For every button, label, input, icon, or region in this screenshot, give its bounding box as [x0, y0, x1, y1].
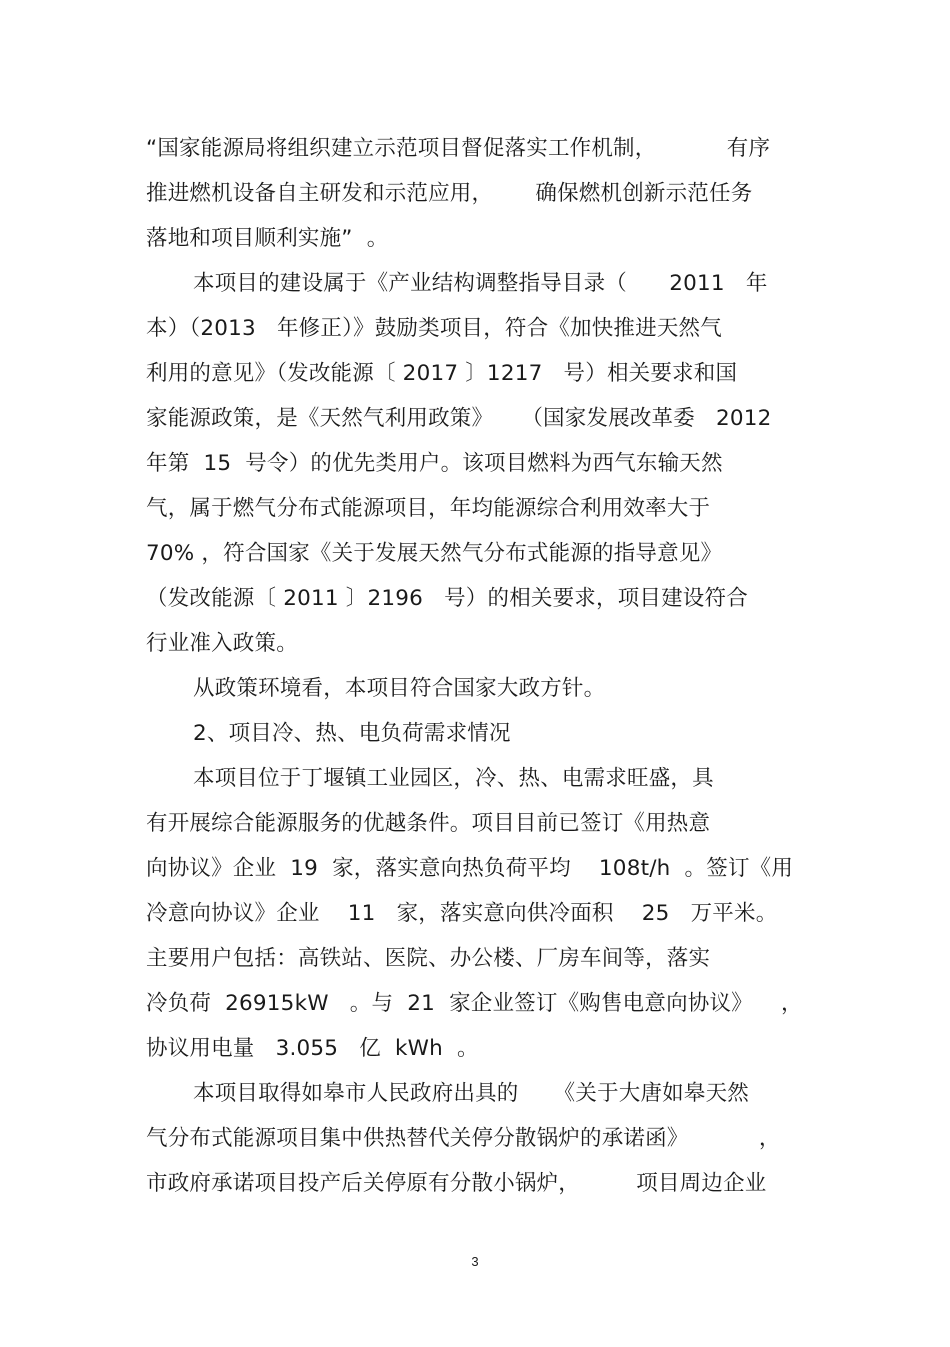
text-line: 年第 15 号令）的优先类用户。该项目燃料为西气东输天然 — [146, 451, 723, 476]
text-line: 70% ，符合国家《关于发展天然气分布式能源的指导意见》 — [146, 541, 723, 566]
text-line: “国家能源局将组织建立示范项目督促落实工作机制， 有序 — [146, 136, 771, 161]
text-line: 冷负荷 26915kW 。与 21 家企业签订《购售电意向协议》 ， — [146, 991, 803, 1016]
section-heading: 2、项目冷、热、电负荷需求情况 — [193, 721, 511, 746]
text-line: 行业准入政策。 — [146, 631, 298, 656]
text-line: 市政府承诺项目投产后关停原有分散小锅炉， 项目周边企业 — [146, 1171, 767, 1196]
paragraph-start-line: 本项目的建设属于《产业结构调整指导目录（ 2011 年 — [193, 271, 768, 296]
text-line: 落地和项目顺利实施” 。 — [146, 226, 389, 251]
text-line: 家能源政策，是《天然气利用政策》 （国家发展改革委 2012 — [146, 406, 772, 431]
text-line: 主要用户包括：高铁站、医院、办公楼、厂房车间等，落实 — [146, 946, 711, 971]
text-line: 气，属于燃气分布式能源项目，年均能源综合利用效率大于 — [146, 496, 711, 521]
paragraph-start-line: 本项目取得如皋市人民政府出具的 《关于大唐如皋天然 — [193, 1081, 749, 1106]
paragraph-start-line: 本项目位于丁堰镇工业园区，冷、热、电需求旺盛，具 — [193, 766, 714, 791]
text-line: 向协议》企业 19 家，落实意向热负荷平均 108t/h 。签订《用 — [146, 856, 794, 881]
page-number: 3 — [471, 1254, 479, 1269]
text-line: 利用的意见》（发改能源〔 2017 〕1217 号）相关要求和国 — [146, 361, 738, 386]
text-line: 本）（2013 年修正）》鼓励类项目，符合《加快推进天然气 — [146, 316, 722, 341]
text-line: 气分布式能源项目集中供热替代关停分散锅炉的承诺函》 ， — [146, 1126, 781, 1151]
text-line: 冷意向协议》企业 11 家，落实意向供冷面积 25 万平米。 — [146, 901, 778, 926]
text-line: （发改能源〔 2011 〕2196 号）的相关要求，项目建设符合 — [146, 586, 748, 611]
paragraph-start-line: 从政策环境看，本项目符合国家大政方针。 — [193, 676, 606, 701]
text-line: 有开展综合能源服务的优越条件。项目目前已签订《用热意 — [146, 811, 711, 836]
text-line: 协议用电量 3.055 亿 kWh 。 — [146, 1036, 479, 1061]
text-line: 推进燃机设备自主研发和示范应用， 确保燃机创新示范任务 — [146, 181, 753, 206]
